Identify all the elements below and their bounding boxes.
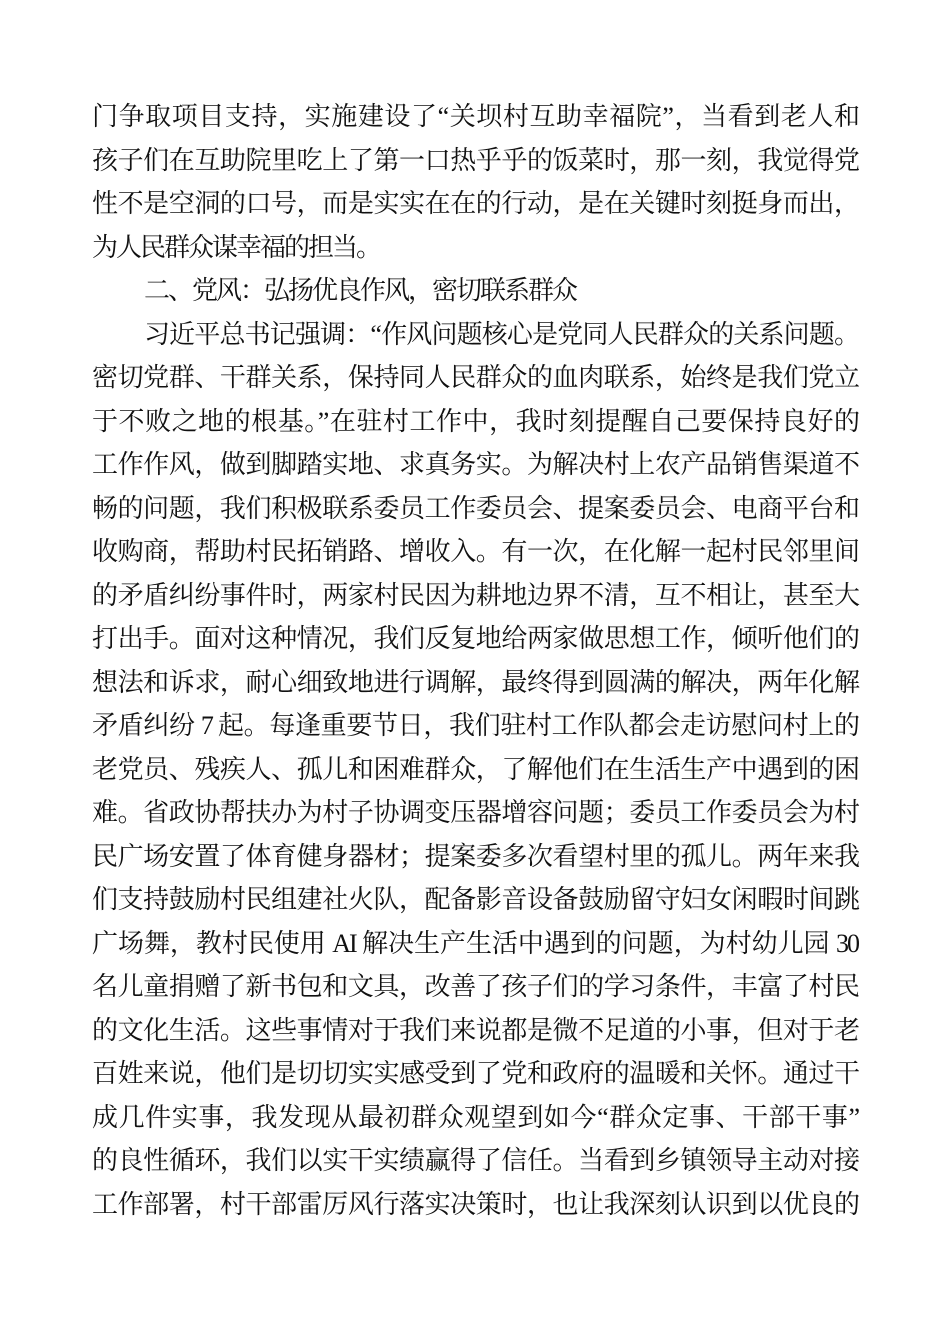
paragraph2-line: 收购商，帮助村民拓销路、增收入。有一次，在化解一起村民邻里间 xyxy=(92,537,858,566)
paragraph2-line: 的良性循环，我们以实干实绩赢得了信任。当看到乡镇领导主动对接 xyxy=(92,1146,858,1175)
paragraph2-line: 打出手。面对这种情况，我们反复地给两家做思想工作，倾听他们的 xyxy=(92,624,858,653)
paragraph2-line: 广场舞，教村民使用 AI 解决生产生活中遇到的问题，为村幼儿园 30 xyxy=(92,928,858,958)
paragraph1-line: 孩子们在互助院里吃上了第一口热乎乎的饭菜时，那一刻，我觉得党 xyxy=(92,145,858,175)
paragraph2-line: 百姓来说，他们是切切实实感受到了党和政府的温暖和关怀。通过干 xyxy=(92,1059,858,1088)
text-block xyxy=(92,95,858,1226)
paragraph2-line: 矛盾纠纷 7 起。每逢重要节日，我们驻村工作队都会走访慰问村上的 xyxy=(92,711,858,740)
paragraph2-line: 名儿童捐赠了新书包和文具，改善了孩子们的学习条件，丰富了村民 xyxy=(92,972,858,1001)
paragraph2-line: 的文化生活。这些事情对于我们来说都是微不足道的小事，但对于老 xyxy=(92,1015,858,1045)
paragraph2-line: 们支持鼓励村民组建社火队，配备影音设备鼓励留守妇女闲暇时间跳 xyxy=(92,885,858,914)
paragraph1-line: 性不是空洞的口号，而是实实在在的行动，是在关键时刻挺身而出， xyxy=(92,189,858,218)
paragraph2-line: 民广场安置了体育健身器材；提案委多次看望村里的孤儿。两年来我 xyxy=(92,841,858,871)
paragraph2-line: 的矛盾纠纷事件时，两家村民因为耕地边界不清，互不相让，甚至大 xyxy=(92,580,858,610)
paragraph1-line: 门争取项目支持，实施建设了“关坝村互助幸福院”，当看到老人和 xyxy=(92,102,858,131)
paragraph2-line: 想法和诉求，耐心细致地进行调解，最终得到圆满的解决，两年化解 xyxy=(92,667,858,697)
paragraph2-line: 于不败之地的根基。”在驻村工作中，我时刻提醒自己要保持良好的 xyxy=(92,406,858,436)
paragraph2-line: 畅的问题，我们积极联系委员工作委员会、提案委员会、电商平台和 xyxy=(92,493,858,523)
paragraph2-line: 难。省政协帮扶办为村子协调变压器增容问题；委员工作委员会为村 xyxy=(92,798,858,827)
paragraph2-line: 工作部署，村干部雷厉风行落实决策时，也让我深刻认识到以优良的 xyxy=(92,1189,858,1219)
paragraph2-line: 老党员、残疾人、孤儿和困难群众，了解他们在生活生产中遇到的困 xyxy=(92,754,858,784)
paragraph1-line: 为人民群众谋幸福的担当。 xyxy=(92,232,381,262)
section-heading: 二、党风：弘扬优良作风，密切联系群众 xyxy=(144,276,577,305)
paragraph2-line: 习近平总书记强调：“作风问题核心是党同人民群众的关系问题。 xyxy=(144,319,858,349)
paragraph2-line: 工作作风，做到脚踏实地、求真务实。为解决村上农产品销售渠道不 xyxy=(92,450,858,479)
paragraph2-line: 密切党群、干群关系，保持同人民群众的血肉联系，始终是我们党立 xyxy=(92,363,858,392)
paragraph2-line: 成几件实事，我发现从最初群众观望到如今“群众定事、干部干事” xyxy=(92,1102,858,1132)
